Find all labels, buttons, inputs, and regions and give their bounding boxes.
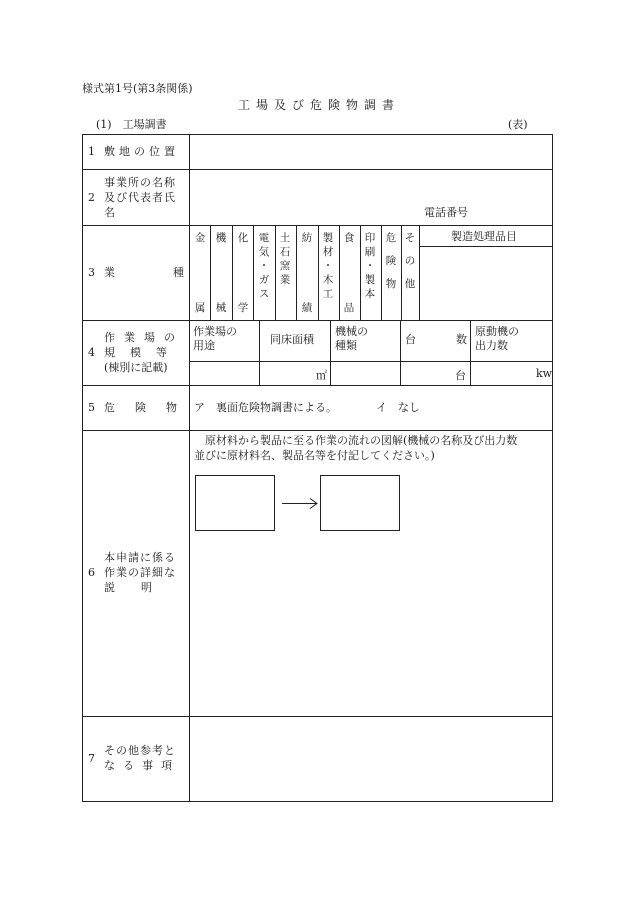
diagram-instruction: 並びに原材料名、製品名等を付記してください。) bbox=[194, 449, 435, 462]
row-label: 及び代表者氏 bbox=[104, 191, 176, 204]
row-number: 7 bbox=[88, 752, 95, 765]
category-food: 品 bbox=[343, 302, 355, 314]
category-spinning: 績 bbox=[301, 302, 313, 314]
row-number: 2 bbox=[88, 191, 95, 204]
hazard-option-b: イ なし bbox=[376, 401, 420, 414]
row-label: その他参考と bbox=[104, 744, 176, 757]
column-header-floor-area: 同床面積 bbox=[270, 333, 314, 346]
row-label: 業 bbox=[104, 266, 115, 279]
category-spinning: 紡 bbox=[301, 232, 313, 244]
row-label: 名 bbox=[104, 206, 115, 219]
row-number: 5 bbox=[88, 401, 95, 414]
column-header-use: 作業場の 用途 bbox=[193, 325, 237, 352]
row-number: 4 bbox=[88, 346, 95, 359]
row-label: 敷地の位置 bbox=[104, 145, 179, 158]
category-food: 食 bbox=[343, 232, 355, 244]
unit-count: 台 bbox=[455, 369, 466, 382]
category-metal: 属 bbox=[194, 302, 206, 314]
category-printing: 印 刷 ・ 製 本 bbox=[364, 232, 376, 300]
row-label: 作業場の bbox=[104, 331, 184, 344]
row-number: 1 bbox=[88, 145, 95, 158]
row-label: なる事項 bbox=[104, 759, 180, 772]
hazard-option-a: ア 裏面危険物調書による。 bbox=[194, 401, 337, 414]
category-hazardous: 危 険 物 bbox=[385, 232, 397, 290]
row-number: 3 bbox=[88, 266, 95, 279]
column-header-power: 原動機の 出力数 bbox=[475, 325, 519, 352]
category-machinery: 機 bbox=[215, 232, 227, 244]
category-electricity-gas: 電 気 ・ ガ ス bbox=[258, 232, 270, 300]
diagram-instruction: 原材料から製品に至る作業の流れの図解(機械の名称及び出力数 bbox=[205, 434, 518, 447]
side-label: (表) bbox=[508, 118, 528, 131]
row-label: 事業所の名称 bbox=[104, 176, 176, 189]
row-label: 規模等 bbox=[104, 346, 182, 359]
row-label: (棟別に記載) bbox=[104, 361, 168, 374]
category-metal: 金 bbox=[194, 232, 206, 244]
row-label: 種 bbox=[173, 266, 184, 279]
row-number: 6 bbox=[88, 566, 95, 579]
category-chemical: 学 bbox=[237, 302, 249, 314]
unit-kilowatt: kw bbox=[536, 367, 553, 380]
unit-square-meter: ㎡ bbox=[316, 369, 327, 382]
row-label: 危険物 bbox=[104, 401, 197, 414]
category-lumber: 製 材 ・ 木 工 bbox=[322, 232, 334, 300]
column-header-units: 台 bbox=[405, 333, 416, 346]
form-number: 様式第1号(第3条関係) bbox=[82, 82, 193, 95]
items-header: 製造処理品目 bbox=[451, 230, 517, 243]
category-ceramics: 土 石 窯 業 bbox=[279, 232, 291, 286]
phone-label: 電話番号 bbox=[424, 206, 468, 219]
column-header-units: 数 bbox=[456, 333, 467, 346]
category-other: そ の 他 bbox=[404, 232, 416, 290]
row-label: 本申請に係る bbox=[104, 551, 176, 564]
row-label: 作業の詳細な bbox=[104, 566, 176, 579]
column-header-machine-type: 機械の 種類 bbox=[335, 325, 368, 352]
page-title: 工場及び危険物調書 bbox=[238, 98, 401, 112]
row-label: 説明 bbox=[104, 581, 178, 594]
category-machinery: 械 bbox=[215, 302, 227, 314]
section-label: (1) 工場調書 bbox=[96, 118, 167, 131]
category-chemical: 化 bbox=[237, 232, 249, 244]
